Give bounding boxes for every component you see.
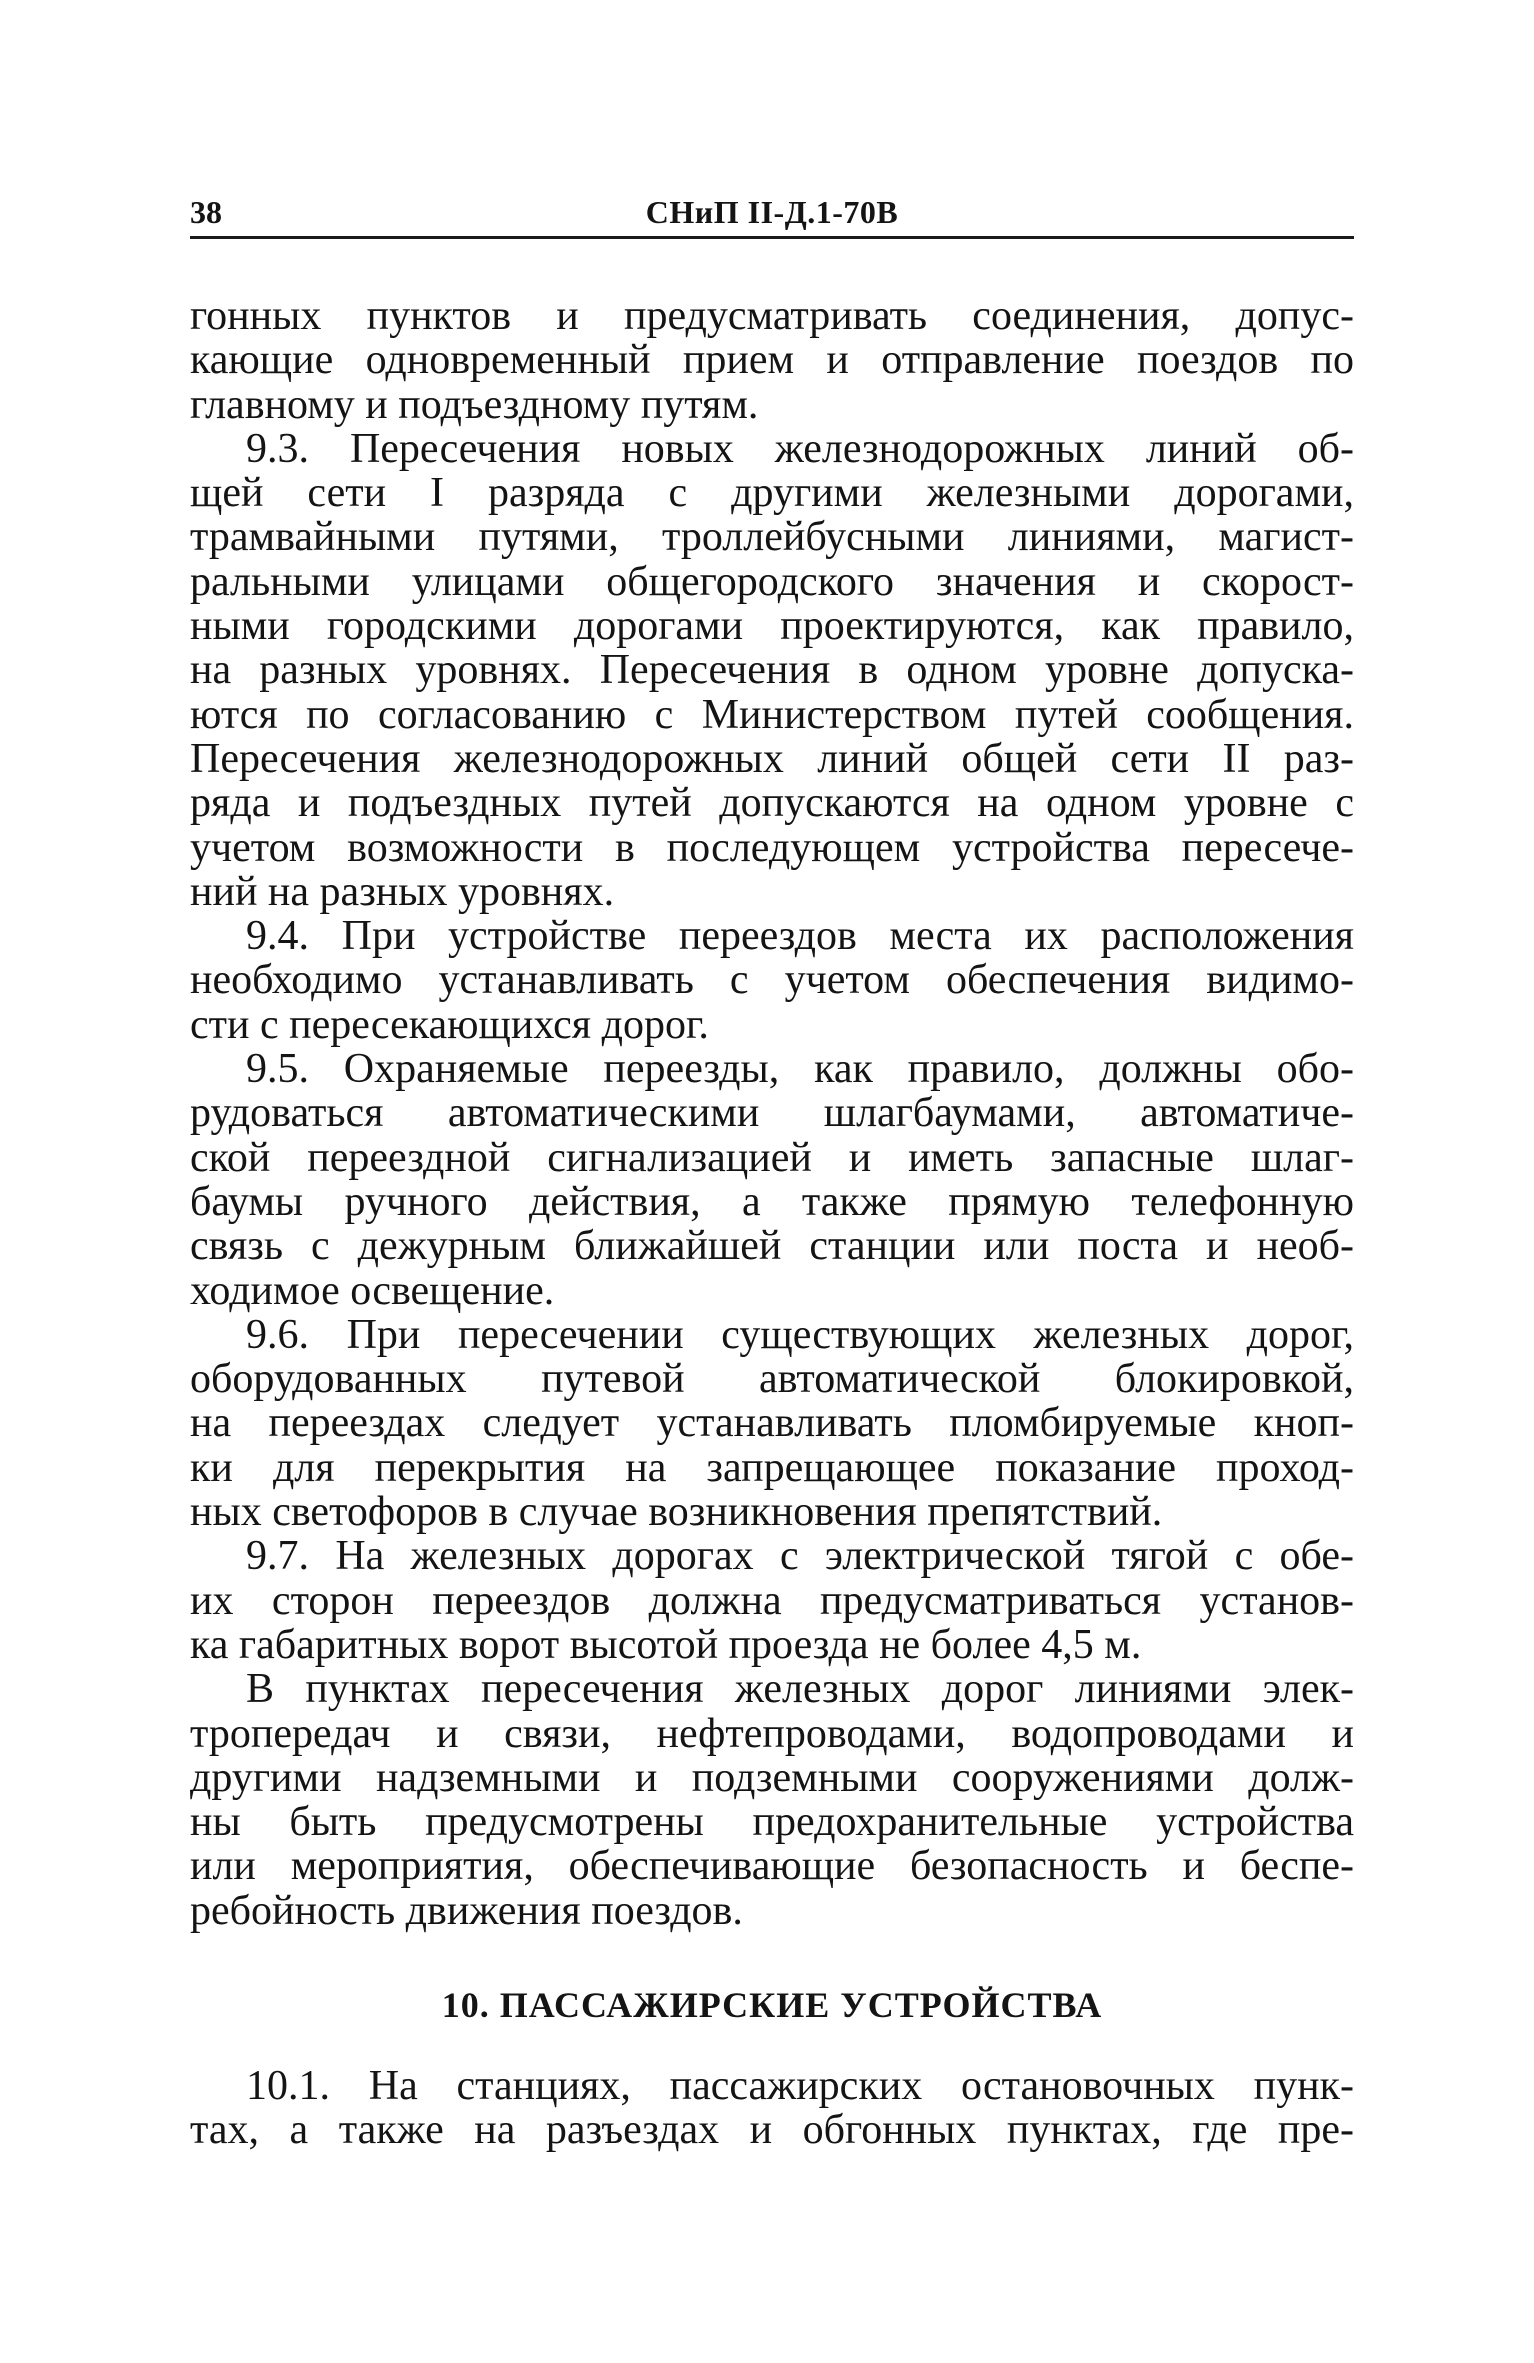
text-line: кающие одновременный прием и отправление поездов по <box>190 337 1354 384</box>
text-line: ской переездной сигнализацией и иметь запасные шлаг- <box>190 1134 1354 1181</box>
text-line: ходимое освещение. <box>190 1267 555 1314</box>
text-line: щей сети I разряда с другими железными дорогами, <box>190 470 1354 517</box>
text-line: 9.3. Пересечения новых железнодорожных линий об- <box>246 425 1354 472</box>
text-line: необходимо устанавливать с учетом обеспечения видимо- <box>190 957 1354 1004</box>
text-line: ки для перекрытия на запрещающее показание проход- <box>190 1444 1354 1491</box>
text-line: 9.7. На железных дорогах с электрической тягой с обе- <box>246 1533 1354 1580</box>
text-line: гонных пунктов и предусматривать соединения, допус- <box>190 293 1354 339</box>
text-line: ка габаритных ворот высотой проезда не более 4,5 м. <box>190 1621 1142 1668</box>
text-line: рудоваться автоматическими шлагбаумами, автоматиче- <box>190 1090 1354 1137</box>
text-line: 9.4. При устройстве переездов места их расположения <box>246 913 1354 960</box>
text-line: 9.6. При пересечении существующих железных дорог, <box>246 1311 1354 1358</box>
text-line: ряда и подъездных путей допускаются на одном уровне с <box>190 780 1354 827</box>
text-line: тропередач и связи, нефтепроводами, водопроводами и <box>190 1710 1354 1757</box>
text-line: 9.5. Охраняемые переезды, как правило, должны обо- <box>246 1046 1354 1093</box>
text-line: связь с дежурным ближайшей станции или поста и необ- <box>190 1223 1354 1270</box>
text-line: В пунктах пересечения железных дорог линиями элек- <box>246 1666 1354 1713</box>
text-line: или мероприятия, обеспечивающие безопасность и беспе- <box>190 1843 1354 1890</box>
body-text <box>190 294 1354 1933</box>
text-line: ний на разных уровнях. <box>190 868 615 915</box>
text-line: баумы ручного действия, а также прямую телефонную <box>190 1178 1354 1225</box>
text-line: тах, а также на разъездах и обгонных пунктах, где пре- <box>190 2107 1354 2154</box>
page-number: 38 <box>190 194 222 230</box>
text-line: ребойность движения поездов. <box>190 1887 743 1934</box>
text-line: трамвайными путями, троллейбусными линиями, магист- <box>190 514 1354 561</box>
text-line: оборудованных путевой автоматической блокировкой, <box>190 1356 1354 1403</box>
text-line: ются по согласованию с Министерством путей сообщения. <box>190 691 1354 738</box>
text-line: ны быть предусмотрены предохранительные устройства <box>190 1799 1354 1846</box>
text-line: на переездах следует устанавливать пломбируемые кноп- <box>190 1400 1354 1447</box>
text-line: Пересечения железнодорожных линий общей сети II раз- <box>190 735 1354 782</box>
text-line: ральными улицами общегородского значения и скорост- <box>190 558 1354 605</box>
text-line: 10.1. На станциях, пассажирских остановочных пунк- <box>246 2063 1354 2109</box>
section-body-text <box>190 2064 1354 2153</box>
text-line: главному и подъездному путям. <box>190 381 759 428</box>
running-head: СНиП II-Д.1-70В <box>645 194 899 230</box>
text-line: учетом возможности в последующем устройства пересече- <box>190 824 1354 871</box>
section-heading: 10. ПАССАЖИРСКИЕ УСТРОЙСТВА <box>441 1985 1103 2025</box>
text-line: ных светофоров в случае возникновения препятствий. <box>190 1489 1163 1536</box>
text-line: на разных уровнях. Пересечения в одном уровне допуска- <box>190 647 1354 694</box>
text-line: другими надземными и подземными сооружениями долж- <box>190 1754 1354 1801</box>
text-line: сти с пересекающихся дорог. <box>190 1001 709 1048</box>
text-line: ными городскими дорогами проектируются, как правило, <box>190 603 1354 650</box>
text-line: их сторон переездов должна предусматриваться установ- <box>190 1577 1354 1624</box>
page-header <box>190 192 1354 239</box>
